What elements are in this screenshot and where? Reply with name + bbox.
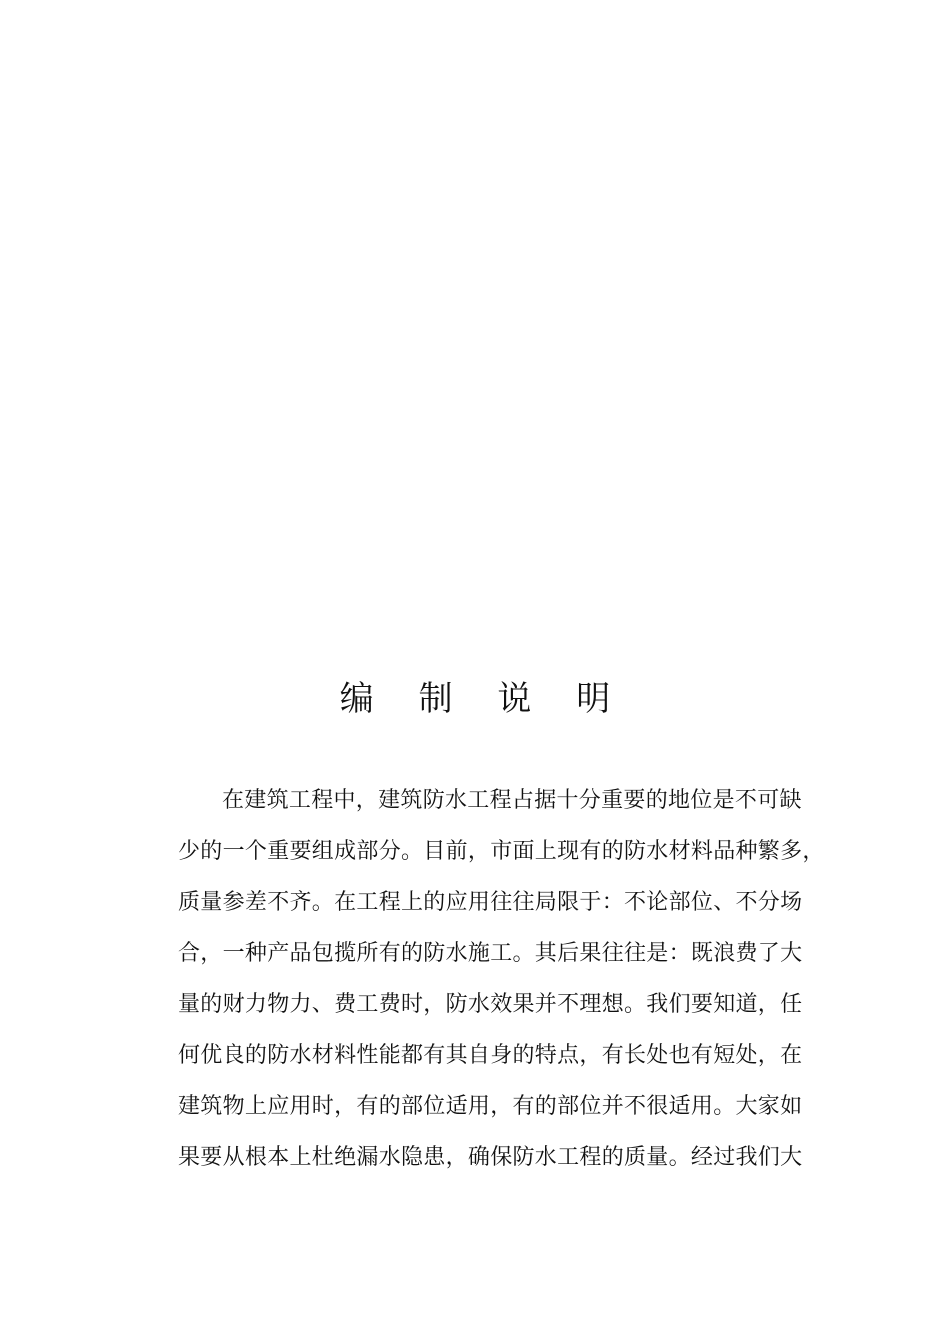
paragraph-line: 合，一种产品包揽所有的防水施工。其后果往往是：既浪费了大 <box>178 941 803 966</box>
document-title: 编 制 说 明 <box>339 679 628 719</box>
paragraph-line: 果要从根本上杜绝漏水隐患，确保防水工程的质量。经过我们大 <box>178 1145 803 1170</box>
paragraph-line: 何优良的防水材料性能都有其自身的特点，有长处也有短处，在 <box>178 1043 803 1068</box>
paragraph-line: 少的一个重要组成部分。目前，市面上现有的防水材料品种繁多， <box>178 839 825 864</box>
paragraph-line: 建筑物上应用时，有的部位适用，有的部位并不很适用。大家如 <box>178 1094 803 1119</box>
body-paragraph <box>178 784 825 1192</box>
paragraph-line: 量的财力物力、费工费时，防水效果并不理想。我们要知道，任 <box>178 992 803 1017</box>
paragraph-line: 在建筑工程中，建筑防水工程占据十分重要的地位是不可缺 <box>222 788 802 813</box>
paragraph-line: 质量参差不齐。在工程上的应用往往局限于：不论部位、不分场 <box>178 890 803 915</box>
